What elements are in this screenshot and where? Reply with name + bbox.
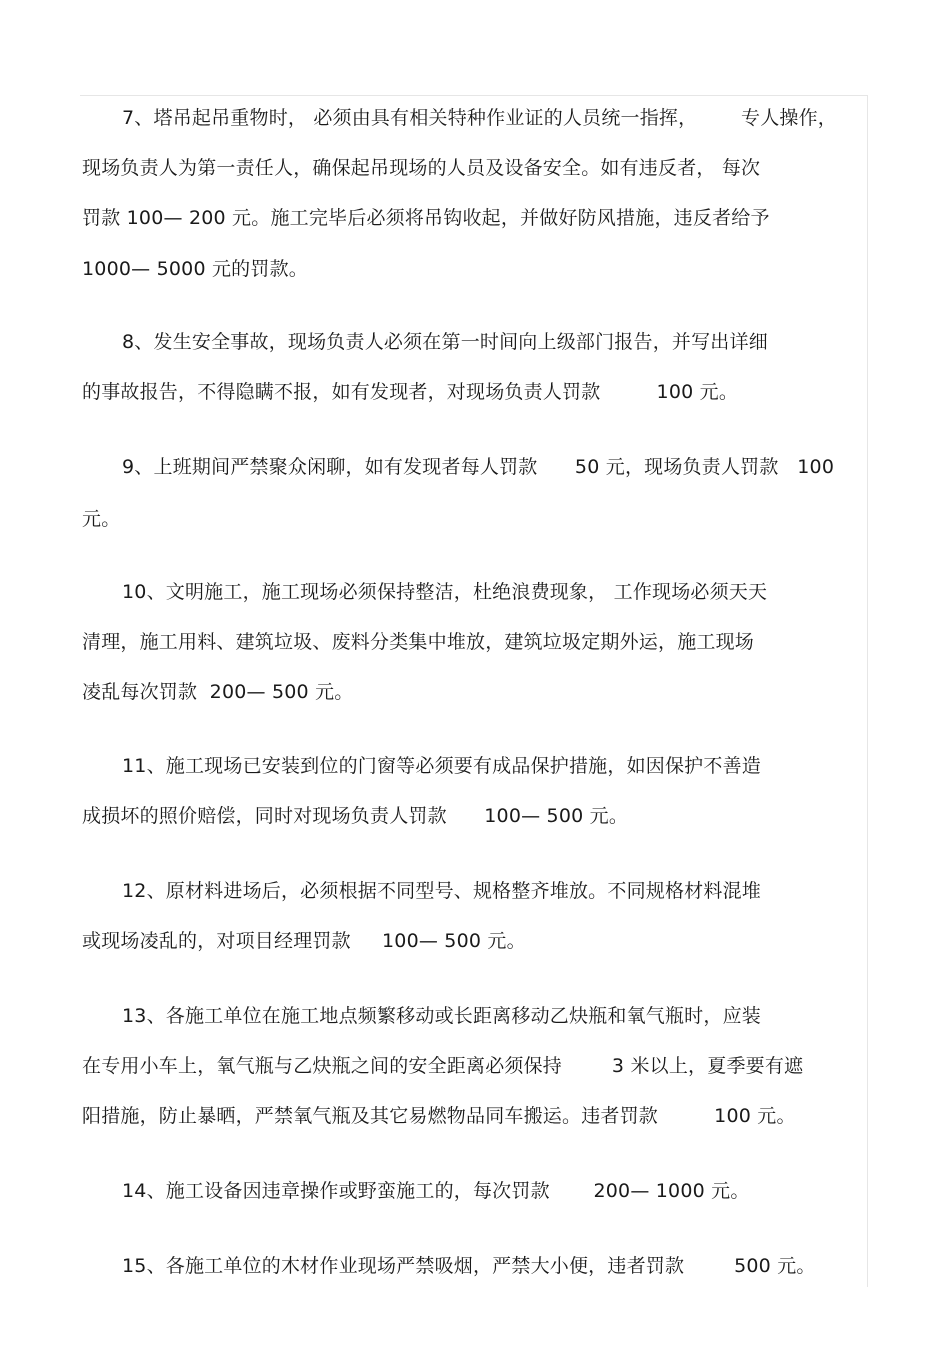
- paragraph-14-line-1: 14、施工设备因违章操作或野蛮施工的，每次罚款 200— 1000 元。: [122, 1180, 750, 1202]
- paragraph-11-line-1: 11、施工现场已安装到位的门窗等必须要有成品保护措施，如因保护不善造: [122, 755, 761, 777]
- paragraph-12-line-2: 或现场凌乱的，对项目经理罚款 100— 500 元。: [82, 930, 526, 952]
- paragraph-13-line-1: 13、各施工单位在施工地点频繁移动或长距离移动乙炔瓶和氧气瓶时，应装: [122, 1005, 761, 1027]
- paragraph-9-line-1: 9、上班期间严禁聚众闲聊，如有发现者每人罚款 50 元，现场负责人罚款 100: [122, 456, 835, 478]
- paragraph-7-line-1: 7、塔吊起吊重物时， 必须由具有相关特种作业证的人员统一指挥， 专人操作，: [122, 107, 838, 129]
- paragraph-10-line-2: 清理，施工用料、建筑垃圾、废料分类集中堆放，建筑垃圾定期外运，施工现场: [82, 631, 755, 653]
- paragraph-12-line-1: 12、原材料进场后，必须根据不同型号、规格整齐堆放。不同规格材料混堆: [122, 880, 761, 902]
- paragraph-13-line-3: 阳措施，防止暴晒，严禁氧气瓶及其它易燃物品同车搬运。违者罚款 100 元。: [82, 1105, 796, 1127]
- paragraph-13-line-2: 在专用小车上，氧气瓶与乙炔瓶之间的安全距离必须保持 3 米以上，夏季要有遮: [82, 1055, 804, 1077]
- paragraph-7-line-4: 1000— 5000 元的罚款。: [82, 258, 308, 280]
- paragraph-10-line-3: 凌乱每次罚款 200— 500 元。: [82, 681, 354, 703]
- paragraph-8-line-2: 的事故报告，不得隐瞒不报，如有发现者，对现场负责人罚款 100 元。: [82, 381, 739, 403]
- paragraph-7-line-3: 罚款 100— 200 元。施工完毕后必须将吊钩收起，并做好防风措施，违反者给予: [82, 207, 770, 229]
- paragraph-10-line-1: 10、文明施工，施工现场必须保持整洁，杜绝浪费现象， 工作现场必须天天: [122, 581, 768, 603]
- paragraph-7-line-2: 现场负责人为第一责任人，确保起吊现场的人员及设备安全。如有违反者， 每次: [82, 157, 761, 179]
- paragraph-11-line-2: 成损坏的照价赔偿，同时对现场负责人罚款 100— 500 元。: [82, 805, 629, 827]
- paragraph-8-line-1: 8、发生安全事故，现场负责人必须在第一时间向上级部门报告，并写出详细: [122, 331, 768, 353]
- paragraph-9-line-2: 元。: [82, 508, 121, 530]
- paragraph-15-line-1: 15、各施工单位的木材作业现场严禁吸烟，严禁大小便，违者罚款 500 元。: [122, 1255, 816, 1277]
